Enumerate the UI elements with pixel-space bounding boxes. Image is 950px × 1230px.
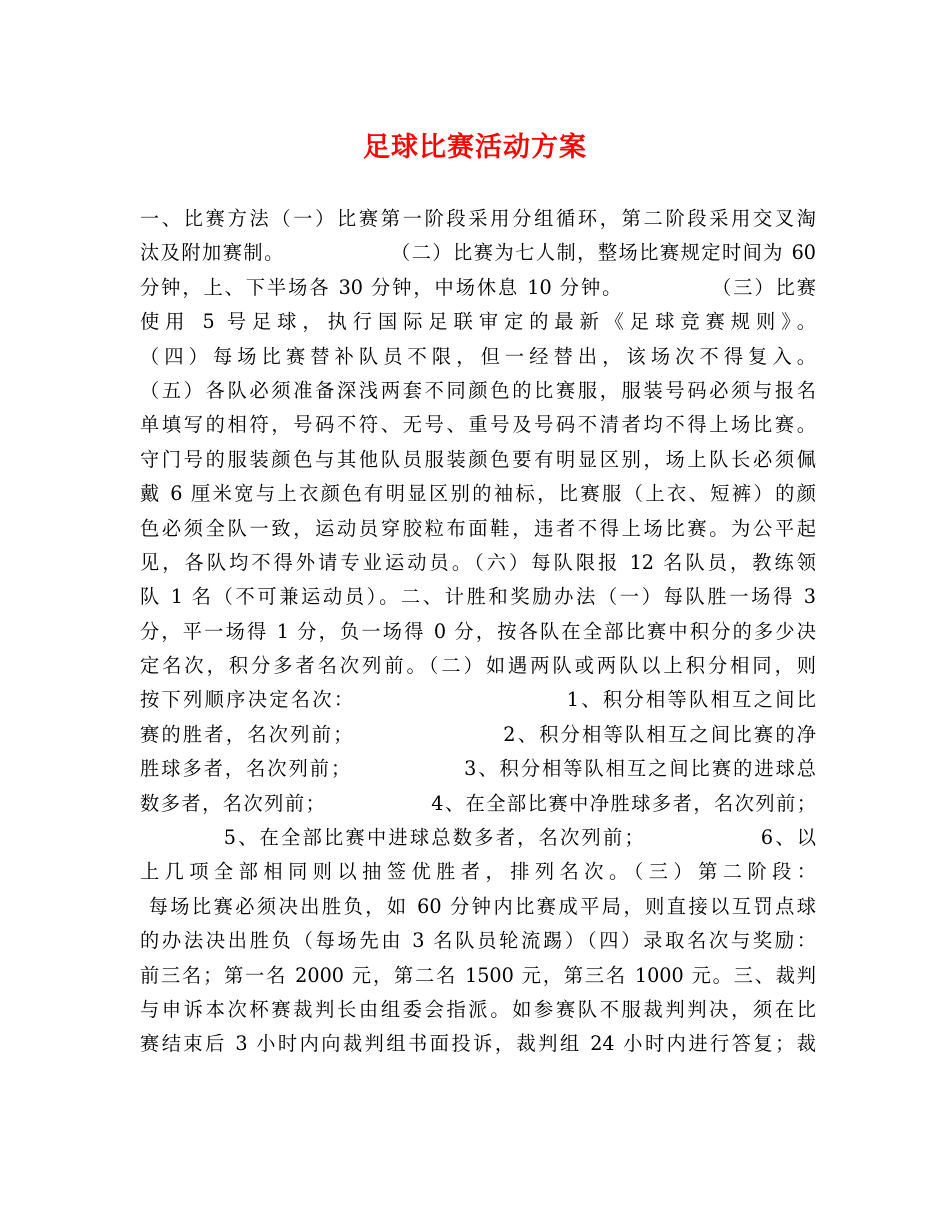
body-line: 上几项全部相同则以抽签优胜者，排列名次。（三）第二阶段： [140, 860, 816, 884]
body-line: 定名次，积分多者名次列前。（二）如遇两队或两队以上积分相同，则 [140, 654, 816, 678]
body-line: 戴 6 厘米宽与上衣颜色有明显区别的袖标，比赛服（上衣、短裤）的颜 [140, 482, 816, 506]
document-body [140, 202, 816, 1062]
body-line: 队 1 名（不可兼运动员）。二、计胜和奖励办法（一）每队胜一场得 3 [140, 585, 816, 609]
body-line: 与申诉本次杯赛裁判长由组委会指派。如参赛队不服裁判判决，须在比 [140, 997, 816, 1021]
body-line: 每场比赛必须决出胜负，如 60 分钟内比赛成平局，则直接以互罚点球 [140, 894, 816, 918]
body-line: 使用 5 号足球，执行国际足联审定的最新《足球竞赛规则》。 [140, 310, 816, 334]
body-line: 单填写的相符，号码不符、无号、重号及号码不清者均不得上场比赛。 [140, 413, 816, 437]
document-title: 足球比赛活动方案 [363, 132, 587, 163]
body-line: 数多者，名次列前； 4、在全部比赛中净胜球多者，名次列前； [140, 791, 816, 815]
body-line: 分钟，上、下半场各 30 分钟，中场休息 10 分钟。 （三）比赛 [140, 275, 816, 299]
body-line: 5、在全部比赛中进球总数多者，名次列前； 6、以 [140, 826, 816, 850]
body-line: 见，各队均不得外请专业运动员。（六）每队限报 12 名队员，教练领 [140, 550, 816, 574]
body-line: 分，平一场得 1 分，负一场得 0 分，按各队在全部比赛中积分的多少决 [140, 619, 816, 643]
body-line: 守门号的服装颜色与其他队员服装颜色要有明显区别，场上队长必须佩 [140, 447, 816, 471]
body-line: 一、比赛方法（一）比赛第一阶段采用分组循环，第二阶段采用交叉淘 [140, 207, 816, 230]
body-line: （四）每场比赛替补队员不限，但一经替出，该场次不得复入。 [140, 344, 816, 368]
body-line: 赛结束后 3 小时内向裁判组书面投诉，裁判组 24 小时内进行答复；裁 [140, 1032, 816, 1056]
body-line: 按下列顺序决定名次： 1、积分相等队相互之间比 [140, 688, 816, 712]
body-line: 胜球多者，名次列前； 3、积分相等队相互之间比赛的进球总 [140, 757, 816, 781]
body-line: 赛的胜者，名次列前； 2、积分相等队相互之间比赛的净 [140, 722, 816, 746]
body-line: （五）各队必须准备深浅两套不同颜色的比赛服，服装号码必须与报名 [140, 378, 816, 402]
body-line: 的办法决出胜负（每场先由 3 名队员轮流踢）（四）录取名次与奖励： [140, 929, 816, 953]
body-line: 汰及附加赛制。 （二）比赛为七人制，整场比赛规定时间为 60 [140, 241, 816, 265]
body-line: 前三名；第一名 2000 元，第二名 1500 元，第三名 1000 元。三、裁判 [140, 963, 816, 987]
body-line: 色必须全队一致，运动员穿胶粒布面鞋，违者不得上场比赛。为公平起 [140, 516, 816, 540]
